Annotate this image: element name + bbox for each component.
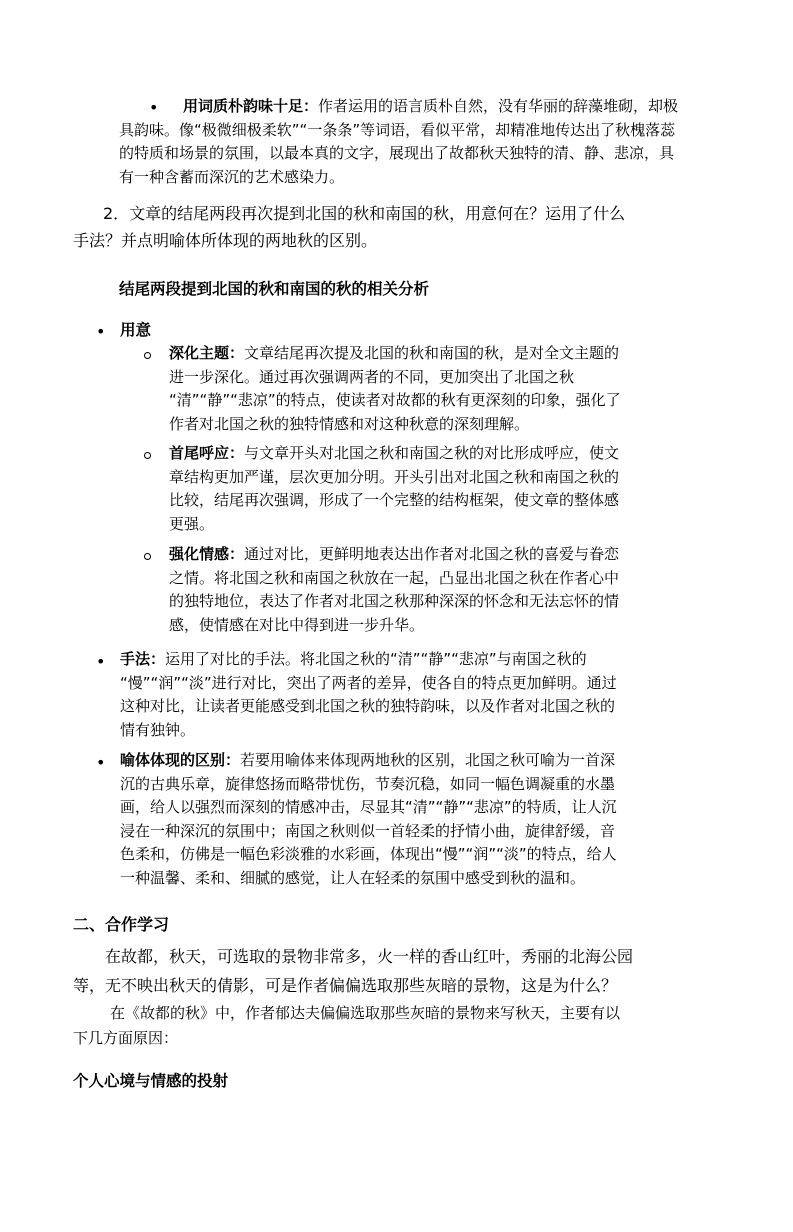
paragraph-label: 用词质朴韵味十足： (183, 97, 319, 115)
cooperative-answer: 在《故都的秋》中，作者郁达夫偏偏选取那些灰暗的景物来写秋天，主要有以 下几方面原因： (73, 1004, 621, 1047)
metaphor-paragraph: 喻体体现的区别：若要用喻体来体现两地秋的区别，北国之秋可喻为一首深 沉的古典乐章，旋律悠扬而略带忧伤，节奏沉稳，如同一幅色调凝重的水墨 画，给人以强烈而深刻的情感冲击，尽显其“清”“静”“悲凉”的特质，让人沉 浸在一种深沉的氛围中；南国之秋则似一首轻柔的抒情小曲，旋律舒缓，音 色柔和，仿佛是一幅色彩淡雅的水彩画，体现出“慢”“润”“淡”的特点，给人 一种温馨、柔和、细腻的感觉，让人在轻柔的氛围中感受到秋的温和。 (120, 751, 617, 887)
cooperative-question: 在故都，秋天，可选取的景物非常多，火一样的香山红叶，秀丽的北海公园 等，无不映出秋天的倩影，可是作者偏偏选取那些灰暗的景物，这是为什么？ (73, 947, 634, 995)
intent-item-deepen-theme: 深化主题：文章结尾再次提及北国的秋和南国的秋，是对全文主题的 进一步深化。通过再次强调两者的不同，更加突出了北国之秋 “清”“静”“悲凉”的特点，使读者对故都的秋有更深刻的印象，强化了 作者对北国之秋的独特情感和对这种秋意的深刻理解。 (169, 344, 621, 433)
intent-item-echo: 首尾呼应：与文章开头对北国之秋和南国之秋的对比形成呼应，使文 章结构更加严谨，层次更加分明。开头引出对北国之秋和南国之秋的 比较，结尾再次强调，形成了一个完整的结构框架，使文章的整体感 更强。 (169, 444, 620, 533)
paragraph-plain-words: 用词质朴韵味十足：作者运用的语言质朴自然，没有华丽的辞藻堆砌，却极 具韵味。像“极微细极柔软”“一条条”等词语，看似平常，却精准地传达出了秋槐落蕊 的特质和场景的氛围，以最本真的文字，展现出了故都秋天独特的清、静、悲凉，具 有一种含蓄而深沉的艺术感染力。 (119, 97, 679, 186)
bullet-dot: • (96, 652, 106, 671)
section-2-title: 二、合作学习 (73, 915, 170, 934)
question-2: 2．文章的结尾两段再次提到北国的秋和南国的秋，用意何在？运用了什么 手法？并点明喻体所体现的两地秋的区别。 (73, 204, 626, 250)
sub-title-projection: 个人心境与情感的投射 (73, 1072, 229, 1090)
bullet-dot: • (96, 753, 106, 772)
analysis-title: 结尾两段提到北国的秋和南国的秋的相关分析 (119, 280, 430, 298)
method-paragraph: 手法：运用了对比的手法。将北国之秋的“清”“静”“悲凉”与南国之秋的 “慢”“润”“淡”进行对比，突出了两者的差异，使各自的特点更加鲜明。通过 这种对比，让读者更能感受到北国之秋的独特韵味，以及作者对北国之秋的 情有独钟。 (120, 650, 617, 739)
intent-item-emotion: 强化情感：通过对比，更鲜明地表达出作者对北国之秋的喜爱与眷恋 之情。将北国之秋和南国之秋放在一起，凸显出北国之秋在作者心中 的独特地位，表达了作者对北国之秋那种深深的怀念和无法忘怀的情 感，使情感在对比中得到进一步升华。 (169, 545, 620, 634)
bullet-dot: • (96, 322, 106, 341)
circle-bullet (144, 352, 151, 359)
intent-heading: 用意 (120, 321, 152, 339)
bullet-dot: • (149, 98, 159, 117)
circle-bullet (144, 553, 151, 560)
circle-bullet (144, 452, 151, 459)
